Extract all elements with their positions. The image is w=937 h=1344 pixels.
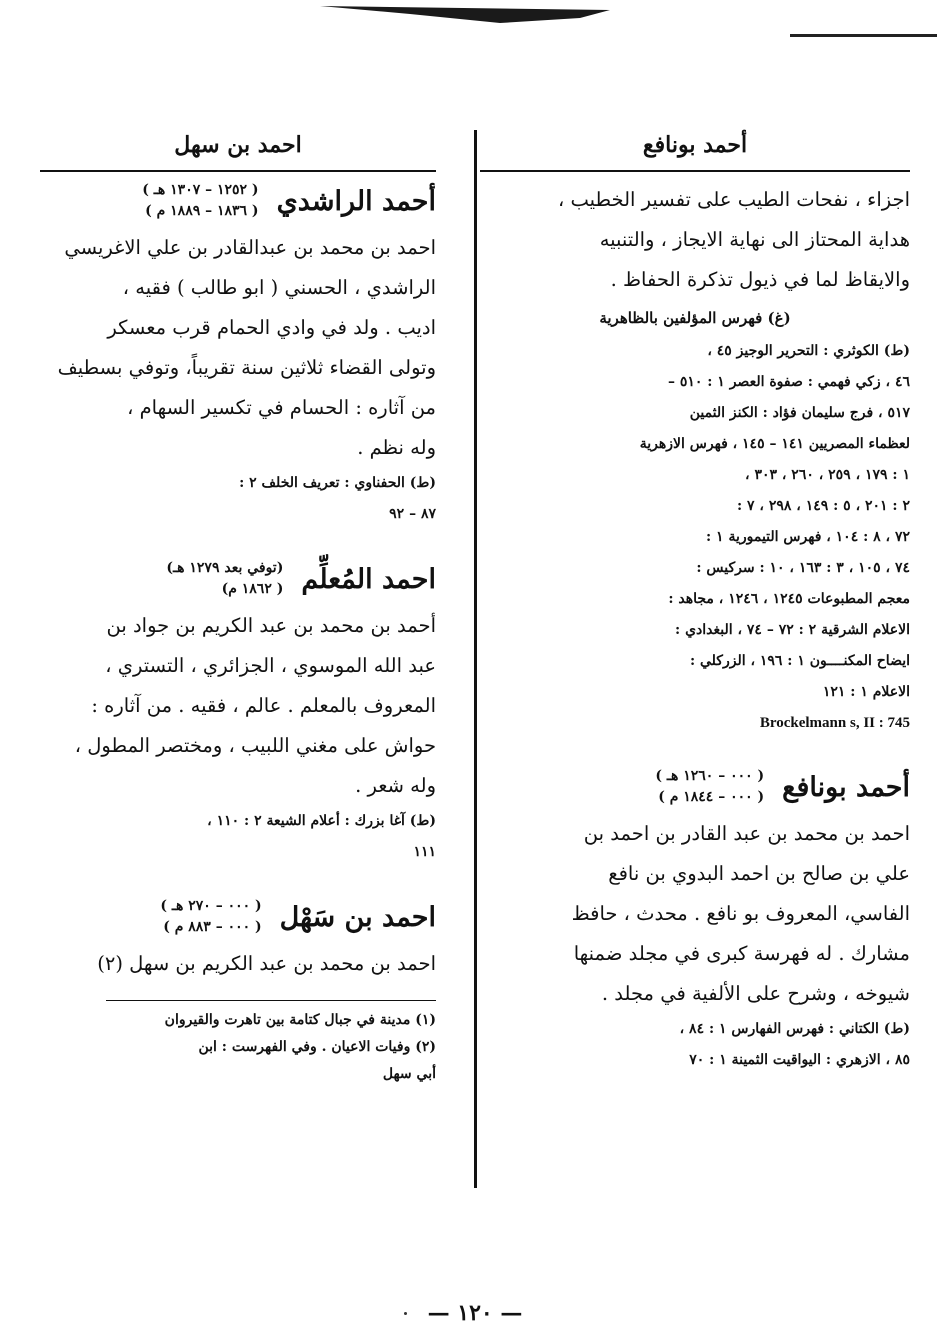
entry-heading (40, 896, 436, 938)
ref-line: ١ : ١٧٩ ، ٢٥٩ ، ٢٦٠ ، ٣٠٣ ، (745, 467, 910, 483)
ref-line: ٢ : ٢٠١ ، ٥ : ١٤٩ ، ٢٩٨ ، ٧ : (736, 498, 910, 514)
ref-line: ٨٧ – ٩٢ (389, 506, 436, 522)
dates-gregorian: ( ٠٠٠ – ٨٨٣ م ) (163, 919, 262, 935)
entry-biography (40, 944, 436, 984)
text-line: المعروف بالمعلم . عالم ، فقيه . من آثاره : (91, 694, 436, 717)
section-title: (غ) فهرس المؤلفين بالظاهرية (599, 309, 791, 327)
page (40, 120, 910, 1326)
ref-line: لعظماء المصريين ١٤١ – ١٤٥ ، فهرس الازهرية (639, 436, 910, 452)
dates-gregorian: ( ٠٠٠ – ١٨٤٤ م ) (658, 789, 765, 805)
ref-line: (ط) آغا بزرك : أعلام الشيعة ٢ : ١١٠ ، (207, 813, 436, 829)
ref-line: الاعلام ١ : ١٢١ (822, 684, 910, 700)
entry-name: أحمد بونافع (782, 771, 910, 803)
footnote-line: أبي سهل (382, 1066, 436, 1082)
ref-line: ١١١ (413, 844, 436, 860)
header-rule (480, 170, 910, 172)
footnote-line: (٢) وفيات الاعيان . وفي الفهرست : ابن (198, 1039, 436, 1055)
entry-dates (166, 558, 283, 600)
text-line: عبد الله الموسوي ، الجزائري ، التستري ، (105, 654, 436, 677)
continuation-text (480, 180, 910, 300)
dates-hijri: ( ١٢٥٢ – ١٣٠٧ هـ ) (142, 182, 259, 198)
entry-references (480, 1014, 910, 1076)
dates-hijri: ( ٠٠٠ – ٢٧٠ هـ ) (160, 898, 262, 914)
text-line: احمد بن محمد بن عبد الكريم بن سهل (٢) (97, 952, 436, 975)
text-line: الراشدي ، الحسني ( ابو طالب ) فقيه ، (122, 276, 436, 299)
ref-line: ٧٤ ، ١٠٥ ، ٣ : ١٦٣ ، ١٠ : سركيس : (696, 560, 910, 576)
left-running-header: احمد بن سهل (174, 132, 302, 158)
footnote-line: (١) مدينة في جبال كتامة بين تاهرت والقيروان (164, 1012, 436, 1028)
text-line: والايقاظ لما في ذيول تذكرة الحفاظ . (610, 268, 910, 291)
ref-line: ٥١٧ ، فرج سليمان فؤاد : الكنز الثمين (689, 405, 910, 421)
entry-dates (160, 896, 261, 938)
text-line: اديب . ولد في وادي الحمام قرب معسكر (107, 316, 436, 339)
left-column (40, 120, 436, 1088)
entry-references (40, 468, 436, 530)
entry-name: احمد بن سَهْل (279, 901, 436, 933)
text-line: اجزاء ، نفحات الطيب على تفسير الخطيب ، (557, 188, 910, 211)
entry-heading (40, 558, 436, 600)
header-rule (40, 170, 436, 172)
ref-line: ٧٢ ، ٨ : ١٠٤ ، فهرس التيمورية ١ : (706, 529, 910, 545)
scan-speck (404, 1312, 407, 1315)
entry-heading (480, 766, 910, 808)
entry-dates (655, 766, 764, 808)
entry-biography (40, 606, 436, 806)
ref-line: (ط) الكوثري : التحرير الوجيز ٤٥ ، (707, 343, 910, 359)
text-line: وله نظم . (357, 436, 436, 459)
text-line: علي بن صالح بن احمد البدوي بن نافع (608, 862, 910, 885)
ref-line: (ط) الحفناوي : تعريف الخلف ٢ : (239, 475, 436, 491)
text-line: وتولى القضاء ثلاثين سنة تقريباً، وتوفي بسطيف (57, 356, 436, 379)
column-divider (474, 130, 477, 1188)
entry-dates (142, 180, 258, 222)
text-line: هداية المحتاز الى نهاية الايجاز ، والتنبيه (599, 228, 910, 251)
text-line: شيوخه ، وشرح على الألفية في مجلد . (601, 982, 910, 1005)
text-line: الفاسي، المعروف بو نافع . محدث ، حافظ (571, 902, 910, 925)
ref-line: معجم المطبوعات ١٢٤٥ ، ١٢٤٦ ، مجاهد : (668, 591, 910, 607)
dates-hijri: (توفي بعد ١٢٧٩ هـ) (166, 560, 284, 576)
page-number: — ١٢٠ — (427, 1300, 523, 1326)
text-line: مشارك . له فهرسة كبرى في مجلد ضمنها (573, 942, 910, 965)
text-line: احمد بن محمد بن عبدالقادر بن علي الاغريسي (64, 236, 436, 259)
dates-gregorian: ( ١٨٣٦ – ١٨٨٩ م ) (145, 203, 259, 219)
references (480, 336, 910, 708)
entry-biography (40, 228, 436, 468)
text-line: حواش على مغني اللبيب ، ومختصر المطول ، (74, 734, 436, 757)
entry-biography (480, 814, 910, 1014)
entry-name: أحمد الراشدي (276, 185, 436, 217)
footnote-rule (106, 1000, 436, 1001)
entry-name: احمد المُعلِّم (301, 563, 436, 595)
right-running-header: أحمد بونافع (642, 132, 748, 158)
right-column (480, 120, 910, 1076)
text-line: أحمد بن محمد بن عبد الكريم بن جواد بن (106, 614, 436, 637)
ref-line: ٤٦ ، زكي فهمي : صفوة العصر ١ : ٥١٠ – (667, 374, 910, 390)
entry-heading (40, 180, 436, 222)
entry-references (40, 806, 436, 868)
text-line: احمد بن محمد بن عبد القادر بن احمد بن (583, 822, 910, 845)
text-line: من آثاره : الحسام في تكسير السهام ، (127, 396, 436, 419)
ref-line: ايضاح المكنــــون ١ : ١٩٦ ، الزركلي : (689, 653, 910, 669)
dates-hijri: ( ٠٠٠ – ١٢٦٠ هـ ) (655, 768, 765, 784)
ref-line: (ط) الكتاني : فهرس الفهارس ١ : ٨٤ ، (679, 1021, 910, 1037)
latin-reference: Brockelmann s, II : 745 (759, 715, 910, 731)
footnotes (40, 1007, 436, 1088)
ref-line: الاعلام الشرقية ٢ : ٧٢ – ٧٤ ، البغدادي : (675, 622, 910, 638)
dates-gregorian: ( ١٨٦٢ م) (221, 581, 284, 597)
text-line: وله شعر . (355, 774, 436, 797)
scan-edge-line (790, 34, 937, 37)
scan-smudge (320, 2, 610, 24)
ref-line: ٨٥ ، الازهري : اليواقيت الثمينة ١ : ٧٠ (689, 1052, 910, 1068)
